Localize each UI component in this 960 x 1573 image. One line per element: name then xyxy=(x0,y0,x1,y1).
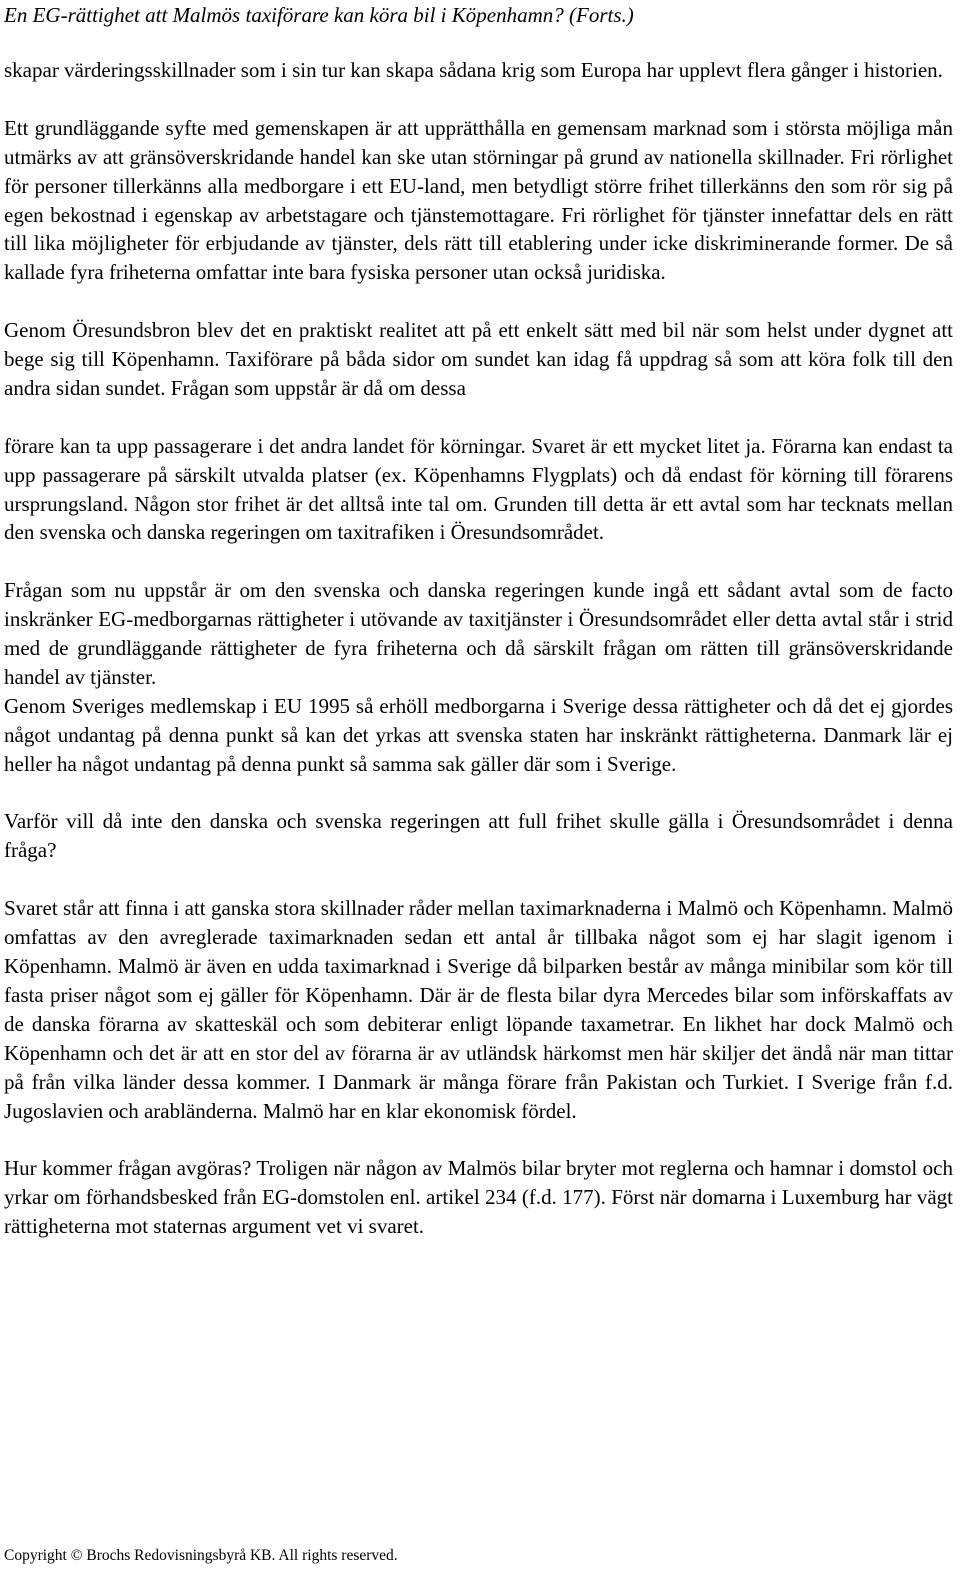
copyright-footer: Copyright © Brochs Redovisningsbyrå KB. All rights reserved. xyxy=(4,1547,398,1564)
paragraph-gap xyxy=(4,865,953,894)
paragraph-gap xyxy=(4,287,953,316)
paragraph-gap xyxy=(4,547,953,576)
paragraph: Frågan som nu uppstår är om den svenska och danska regeringen kunde ingå ett sådant avtal som de facto inskränker EG-medborgarnas rättigheter i utövande av taxitjänster i Öresundsområdet eller detta avtal står i strid med de grundläggande rättigheter de fyra friheterna och då särskilt frågan om rätten till gränsöverskridande handel av tjänster. xyxy=(4,578,953,689)
paragraph: Hur kommer frågan avgöras? Troligen när någon av Malmös bilar bryter mot reglerna och hamnar i domstol och yrkar om förhandsbesked från EG-domstolen enl. artikel 234 (f.d. 177). Först när domarna i Luxemburg har vägt rättigheterna mot staternas argument vet vi svaret. xyxy=(4,1156,953,1239)
paragraph: Ett grundläggande syfte med gemenskapen är att upprätthålla en gemensam marknad som i största möjliga mån utmärks av att gränsöverskridande handel kan ske utan störningar på grund av nationella skillnader. Fri rörlighet för personer tillerkänns alla medborgare i ett EU-land, men betydligt större frihet tillerkänns den som rör sig på egen bekostnad i egenskap av arbetstagare och tjänstemottagare. Fri rörlighet för tjänster innefattar dels en rätt till lika möjligheter för erbjudande av tjänster, dels rätt till etablering under icke diskriminerande former. De så kallade fyra friheterna omfattar inte bara fysiska personer utan också juridiska. xyxy=(4,115,953,285)
paragraph: skapar värderingsskillnader som i sin tur kan skapa sådana krig som Europa har upplevt flera gånger i historien. xyxy=(4,58,943,82)
paragraph: Genom Öresundsbron blev det en praktiskt realitet att på ett enkelt sätt med bil när som helst under dygnet att bege sig till Köpenhamn. Taxiförare på båda sidor om sundet kan idag få uppdrag så som att köra folk till den andra sidan sundet. Frågan som uppstår är då om dessa xyxy=(4,318,953,400)
paragraph: Genom Sveriges medlemskap i EU 1995 så erhöll medborgarna i Sverige dessa rättigheter och då det ej gjordes något undantag på denna punkt så kan det yrkas att svenska staten har inskränkt rättigheterna. Danmark lär ej heller ha något undantag på denna punkt så samma sak gäller där som i Sverige. xyxy=(4,693,953,776)
paragraph-gap xyxy=(4,85,953,114)
paragraph: Varför vill då inte den danska och svenska regeringen att full frihet skulle gälla i Öresundsområdet i denna fråga? xyxy=(4,809,953,863)
paragraph: förare kan ta upp passagerare i det andra landet för körningar. Svaret är ett mycket litet ja. Förarna kan endast ta upp passagerare på särskilt utvalda platser (ex. Köpenhamns Flygplats) och då endast för körning till förarens ursprungsland. Någon stor frihet är det alltså inte tal om. Grunden till detta är ett avtal som har tecknats mellan den svenska och danska regeringen om taxitrafiken i Öresundsområdet. xyxy=(4,433,953,545)
paragraph-gap xyxy=(4,779,953,808)
document-body xyxy=(4,56,953,1241)
paragraph: Svaret står att finna i att ganska stora skillnader råder mellan taximarknaderna i Malmö och Köpenhamn. Malmö omfattas av den avreglerade taximarknaden sedan ett antal år tillbaka något som ej har slagit igenom i Köpenhamn. Malmö är även en udda taximarknad i Sverige då bilparken består av många minibilar som kör till fasta priser något som ej gäller för Köpenhamn. Där är de flesta bilar dyra Mercedes bilar som införskaffats av de danska förarna av skatteskäl och som debiterar enligt löpande taxametrar. En likhet har dock Malmö och Köpenhamn och det är att en stor del av förarna är av utländsk härkomst men här skiljer det ändå när man tittar på från vilka länder dessa kommer. I Danmark är många förare från Pakistan och Turkiet. I Sverige från f.d. Jugoslavien och arabländerna. Malmö har en klar ekonomisk fördel. xyxy=(4,896,953,1123)
paragraph-gap xyxy=(4,1125,953,1154)
page-header-title: En EG-rättighet att Malmös taxiförare kan köra bil i Köpenhamn? (Forts.) xyxy=(4,3,634,27)
paragraph-gap xyxy=(4,403,953,432)
